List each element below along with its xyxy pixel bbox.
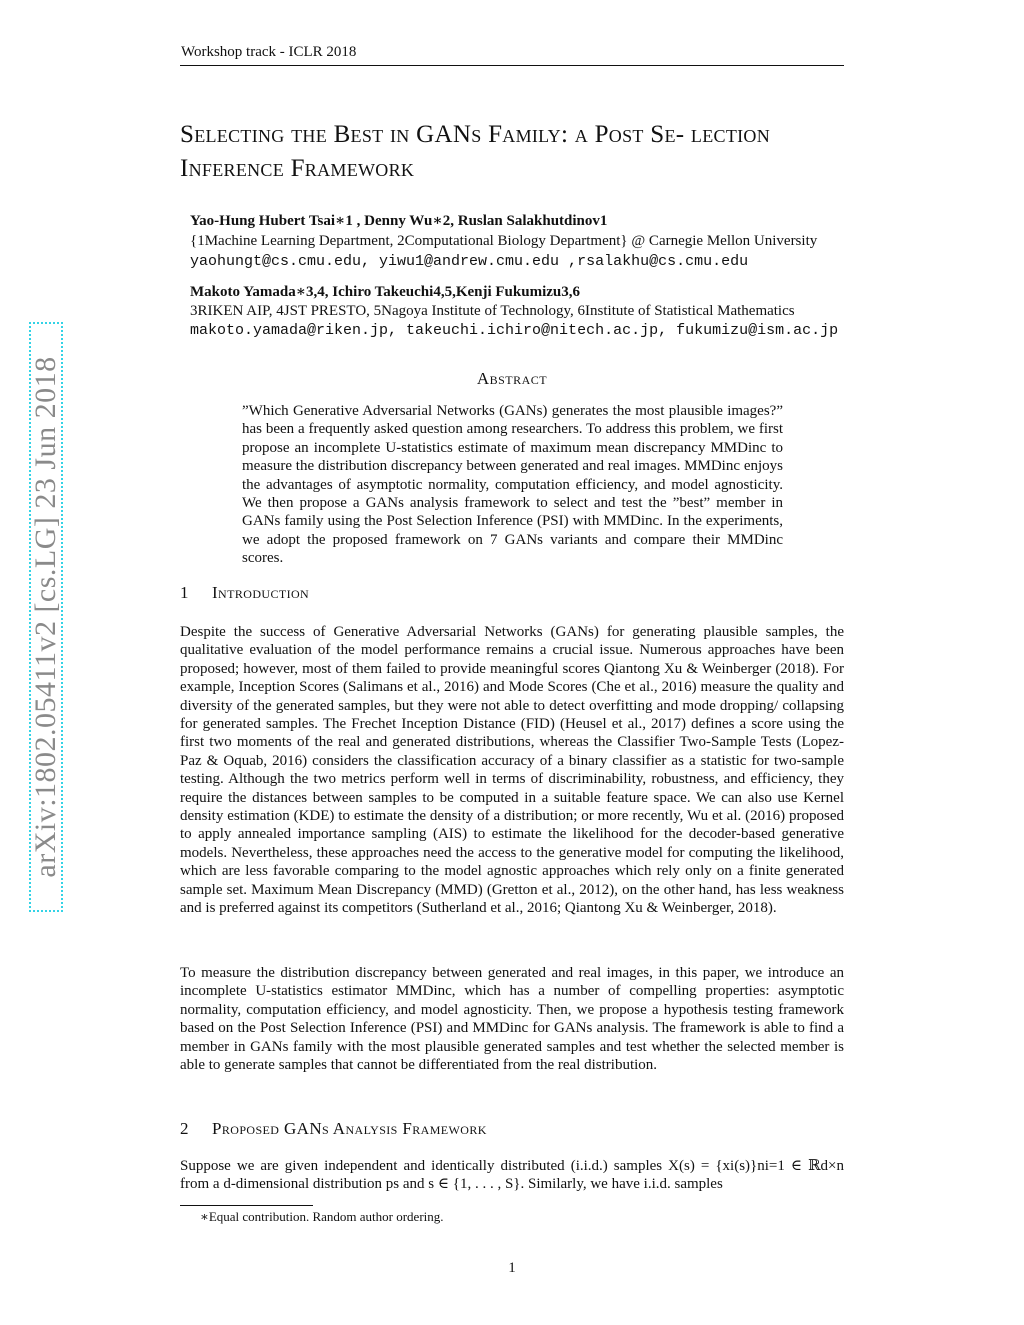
affiliation-line-1: {1Machine Learning Department, 2Computational Biology Department} @ Carnegie Mellon University (190, 233, 818, 249)
section-1-heading (180, 583, 309, 603)
abstract-body: ”Which Generative Adversarial Networks (GANs) generates the most plausible images?” has been a frequently asked question among researchers. To address this problem, we first propose an incomplete U-statistics estimate of maximum mean discrepancy MMDinc to measure the distribution discrepancy between generated and real images. MMDinc enjoys the advantages of asymptotic normality, computation efficiency, and model agnosticity. We then propose a GANs analysis framework to select and test the ”best” member in GANs family using the Post Selection Inference (PSI) with MMDinc. In the experiments, we adopt the proposed framework on 7 GANs variants and compare their MMDinc scores. (242, 403, 783, 567)
footnote: ∗Equal contribution. Random author ordering. (200, 1209, 444, 1224)
section-1-title: Introduction (212, 583, 310, 602)
section-1-number: 1 (180, 583, 189, 602)
abstract-heading: Abstract (476, 369, 548, 388)
section-2-number: 2 (180, 1119, 189, 1138)
affiliation-line-2: 3RIKEN AIP, 4JST PRESTO, 5Nagoya Institute of Technology, 6Institute of Statistical Mathematics (190, 303, 795, 319)
intro-paragraph-1: Despite the success of Generative Adversarial Networks (GANs) for generating plausible samples, the qualitative evaluation of the model performance remains a crucial issue. Numerous approaches have been proposed; however, most of them failed to provide meaningful scores Qiantong Xu & Weinberger (2018). For example, Inception Scores (Salimans et al., 2016) and Mode Scores (Che et al., 2016) measure the quality and diversity of the generated samples, but they were not able to detect overfitting and mode dropping/ collapsing for generated samples. The Frechet Inception Distance (FID) (Heusel et al., 2017) defines a score using the first two moments of the real and generated distributions, whereas the Classifier Two-Sample Tests (Lopez-Paz & Oquab, 2016) considers the classification accuracy of a binary classifier as a statistic for two-sample testing. Although the two metrics perform well in terms of discriminability, robustness, and efficiency, they require the distances between samples to be computed in a suitable feature space. We can also use Kernel density estimation (KDE) to estimate the density of a distribution; or more recently, Wu et al. (2016) proposed to apply annealed importance sampling (AIS) to estimate the likelihood for the decoder-based generative models. Nevertheless, these approaches need the access to the generative model for computing the likelihood, which are less favorable comparing to the model agnostic approaches which rely only on a finite generated sample set. Maximum Mean Discrepancy (MMD) (Gretton et al., 2012), on the other hand, has less weakness and is preferred against its competitors (Sutherland et al., 2016; Qiantong Xu & Weinberger, 2018). (180, 624, 844, 917)
email-line-2: makoto.yamada@riken.jp, takeuchi.ichiro@nitech.ac.jp, fukumizu@ism.ac.jp (190, 322, 839, 339)
paper-title: Selecting the Best in GANs Family: a Post Se- lection Inference Framework (180, 121, 771, 182)
arxiv-stamp[interactable]: arXiv:1802.05411v2 [cs.LG] 23 Jun 2018 (29, 356, 62, 878)
email-line-1: yaohungt@cs.cmu.edu, yiwu1@andrew.cmu.edu ,rsalakhu@cs.cmu.edu (190, 253, 749, 270)
author-line-1: Yao-Hung Hubert Tsai∗1 , Denny Wu∗2, Ruslan Salakhutdinov1 (190, 213, 608, 229)
header-rule (180, 65, 844, 66)
page-number: 1 (508, 1260, 516, 1276)
footnote-rule (180, 1205, 313, 1206)
running-header: Workshop track - ICLR 2018 (181, 44, 357, 60)
author-line-2: Makoto Yamada∗3,4, Ichiro Takeuchi4,5,Kenji Fukumizu3,6 (190, 284, 580, 300)
intro-paragraph-2: To measure the distribution discrepancy between generated and real images, in this paper, we introduce an incomplete U-statistics estimator MMDinc, which has a number of compelling properties: asymptotic normality, computation efficiency, and model agnosticity. Then, we propose a hypothesis testing framework based on the Post Selection Inference (PSI) and MMDinc for GANs analysis. The framework is able to find a member in GANs family with the most plausible generated samples and test whether the selected member is able to generate samples that cannot be differentiated from the real distribution. (180, 965, 844, 1074)
section-2-title: Proposed GANs Analysis Framework (212, 1119, 487, 1138)
section-2-heading (180, 1119, 487, 1139)
section-2-paragraph-1: Suppose we are given independent and identically distributed (i.i.d.) samples X(s) = {xi(s)}ni=1 ∈ ℝd×n from a d-dimensional distribution ps and s ∈ {1, . . . , S}. Similarly, we have i.i.d. samples (180, 1158, 844, 1193)
